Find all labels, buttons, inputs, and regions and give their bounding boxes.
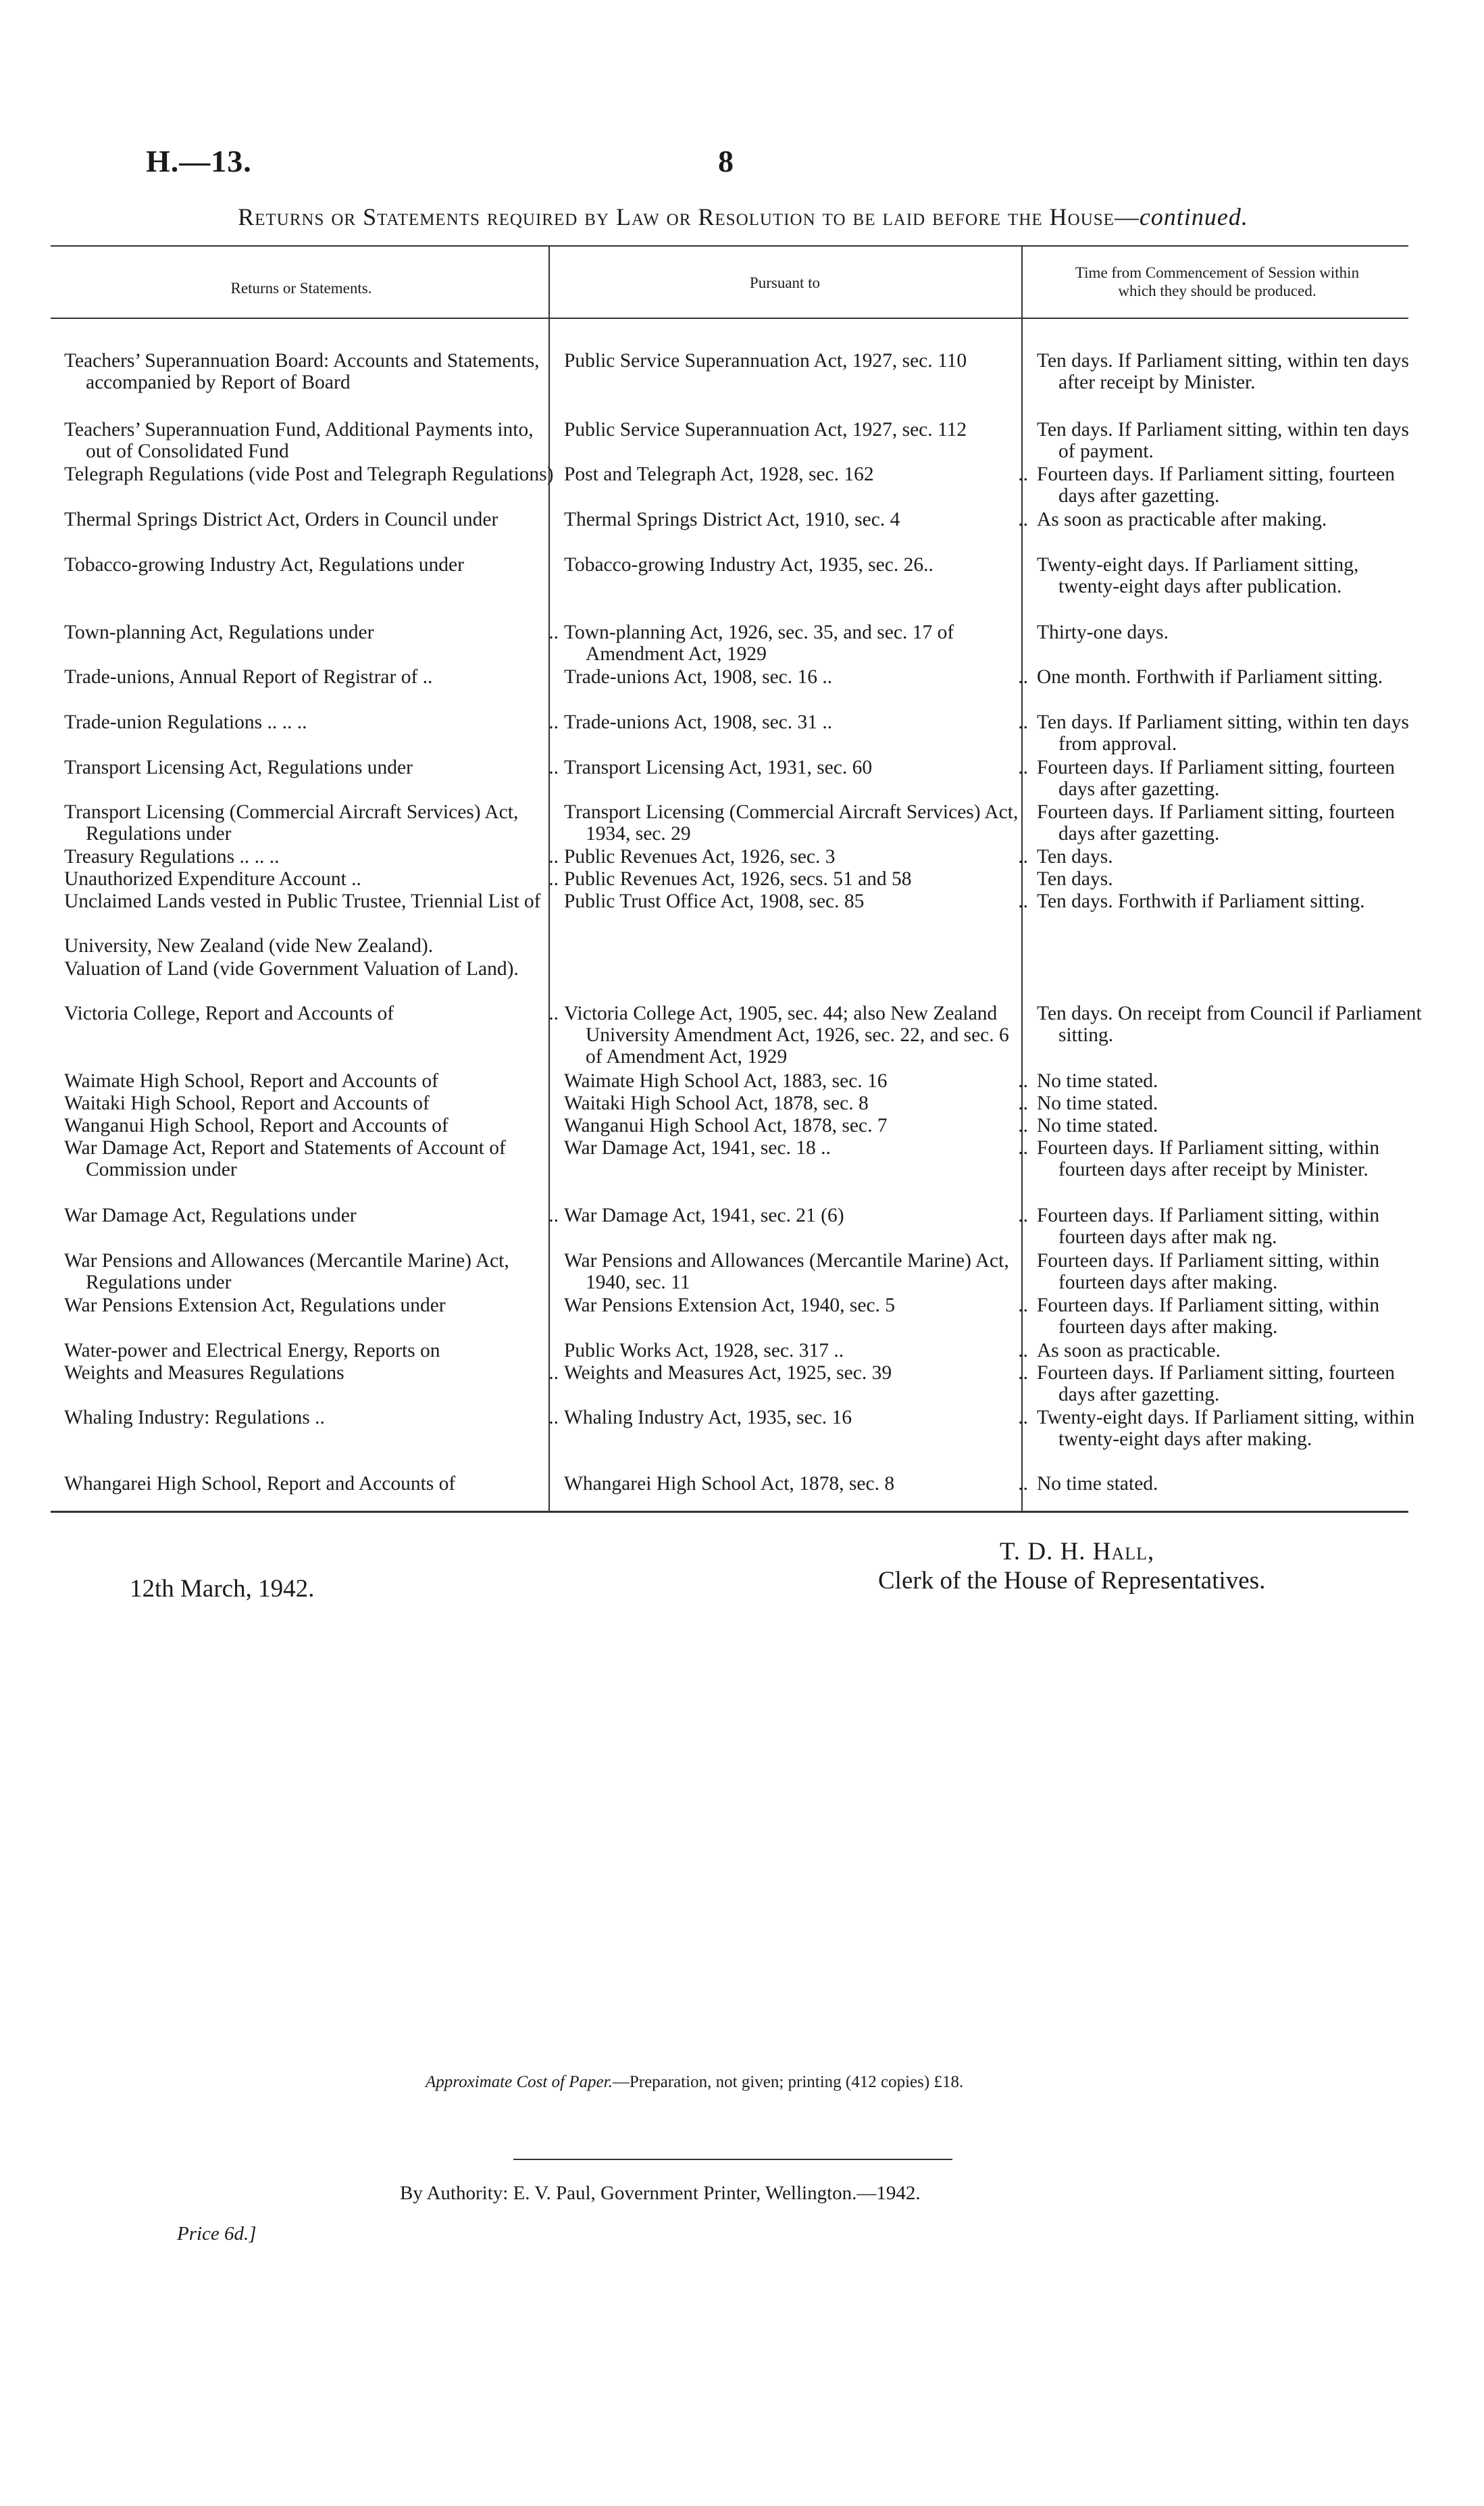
- cell-pursuant: [564, 509, 1028, 530]
- cell-time-text: Fourteen days. If Parliament sitting, fourteen days after gazetting.: [1037, 463, 1396, 507]
- cell-returns: [64, 1340, 559, 1361]
- cell-time-text: No time stated.: [1037, 1093, 1158, 1114]
- cell-time-text: Fourteen days. If Parliament sitting, within fourteen days after making.: [1037, 1250, 1380, 1293]
- page-number: 8: [718, 144, 734, 178]
- cell-pursuant-text: Trade-unions Act, 1908, sec. 31 ..: [564, 711, 833, 733]
- cell-returns-text: University, New Zealand (vide New Zealand).: [64, 935, 434, 957]
- cell-returns: [64, 1473, 559, 1495]
- cell-pursuant-text: War Pensions and Allowances (Mercantile Marine) Act, 1940, sec. 11: [564, 1250, 1009, 1293]
- cell-returns: [64, 846, 559, 868]
- cell-pursuant-text: Post and Telegraph Act, 1928, sec. 162: [564, 463, 874, 485]
- cell-pursuant: [564, 868, 1028, 890]
- cell-pursuant: [564, 1137, 1028, 1159]
- cell-time: [1037, 463, 1423, 507]
- leader-dots: ..: [548, 846, 559, 868]
- leader-dots: ..: [548, 711, 559, 733]
- cell-returns-text: Wanganui High School, Report and Accounts of: [64, 1115, 449, 1136]
- cell-pursuant-text: Thermal Springs District Act, 1910, sec. 4: [564, 509, 900, 530]
- leader-dots: ..: [1018, 757, 1028, 778]
- cell-returns: [64, 1137, 559, 1180]
- leader-dots: ..: [1018, 1407, 1028, 1428]
- cell-time: [1037, 711, 1423, 755]
- cell-time-text: Fourteen days. If Parliament sitting, fourteen days after gazetting.: [1037, 1362, 1396, 1405]
- cell-time-text: Twenty-eight days. If Parliament sitting, within twenty-eight days after making.: [1037, 1407, 1415, 1450]
- cell-pursuant: [564, 666, 1028, 688]
- cell-pursuant: [564, 711, 1028, 733]
- cell-returns: [64, 1407, 559, 1428]
- cell-returns: [64, 554, 559, 576]
- cell-returns-text: Telegraph Regulations (vide Post and Telegraph Regulations): [64, 463, 554, 485]
- cell-time: [1037, 868, 1423, 890]
- cell-returns-text: Whangarei High School, Report and Accounts of: [64, 1473, 456, 1495]
- cell-pursuant-text: Transport Licensing Act, 1931, sec. 60: [564, 757, 873, 778]
- cell-pursuant-text: Public Service Superannuation Act, 1927, sec. 112: [564, 419, 967, 441]
- leader-dots: ..: [548, 1407, 559, 1428]
- cell-pursuant-text: Whangarei High School Act, 1878, sec. 8: [564, 1473, 895, 1495]
- cell-returns-text: Treasury Regulations .. .. ..: [64, 846, 280, 868]
- cell-time-text: Fourteen days. If Parliament sitting, within fourteen days after making.: [1037, 1295, 1380, 1338]
- cell-returns-text: Unclaimed Lands vested in Public Trustee, Triennial List of: [64, 891, 541, 912]
- cell-returns: [64, 958, 559, 980]
- cell-pursuant: [564, 1093, 1028, 1114]
- cell-pursuant: [564, 1407, 1028, 1428]
- cell-pursuant: [564, 1250, 1028, 1293]
- table-top-rule: [51, 245, 1408, 247]
- cell-time: [1037, 1407, 1423, 1450]
- cell-returns: [64, 1003, 559, 1024]
- doc-id: H.—13.: [146, 144, 252, 178]
- cell-pursuant-text: Waitaki High School Act, 1878, sec. 8: [564, 1093, 869, 1114]
- leader-dots: ..: [1018, 1295, 1028, 1316]
- cell-returns: [64, 891, 559, 912]
- cell-time: [1037, 1115, 1423, 1136]
- cell-time: [1037, 622, 1423, 643]
- column-header-time: [1028, 264, 1406, 300]
- cell-time: [1037, 554, 1423, 597]
- leader-dots: ..: [1018, 891, 1028, 912]
- leader-dots: ..: [1018, 1093, 1028, 1114]
- cell-time-text: Ten days. On receipt from Council if Parliament sitting.: [1037, 1003, 1422, 1046]
- cell-pursuant: [564, 1205, 1028, 1226]
- cell-returns-text: War Damage Act, Regulations under: [64, 1205, 357, 1226]
- cell-returns-text: Teachers’ Superannuation Fund, Additional Payments into, out of Consolidated Fund: [64, 419, 534, 462]
- cell-pursuant: [564, 1340, 1028, 1361]
- cell-pursuant: [564, 622, 1028, 665]
- cell-returns: [64, 1295, 559, 1316]
- cell-pursuant: [564, 1070, 1028, 1092]
- cell-pursuant: [564, 801, 1028, 845]
- column-header-time-line1: Time from Commencement of Session within: [1075, 264, 1360, 281]
- cell-time: [1037, 1250, 1423, 1293]
- cell-returns-text: Transport Licensing Act, Regulations under: [64, 757, 413, 778]
- cell-returns-text: Teachers’ Superannuation Board: Accounts and Statements, accompanied by Report of Board: [64, 350, 540, 393]
- cell-time-text: No time stated.: [1037, 1070, 1158, 1092]
- cell-time: [1037, 1340, 1423, 1361]
- cell-returns-text: War Pensions and Allowances (Mercantile Marine) Act, Regulations under: [64, 1250, 509, 1293]
- price-line: Price 6d.]: [177, 2223, 257, 2245]
- cell-time: [1037, 891, 1423, 912]
- leader-dots: ..: [1018, 1205, 1028, 1226]
- cell-pursuant-text: Public Revenues Act, 1926, sec. 3: [564, 846, 836, 868]
- cell-time-text: One month. Forthwith if Parliament sitting.: [1037, 666, 1383, 688]
- cell-time: [1037, 1362, 1423, 1405]
- cell-returns: [64, 1250, 559, 1293]
- cell-returns-text: Trade-union Regulations .. .. ..: [64, 711, 307, 733]
- page-title: Returns or Statements required by Law or Resolution to be laid before the House—continued.: [238, 203, 1248, 230]
- cell-time-text: Fourteen days. If Parliament sitting, fourteen days after gazetting.: [1037, 757, 1396, 800]
- cell-time-text: Fourteen days. If Parliament sitting, fourteen days after gazetting.: [1037, 801, 1396, 845]
- cell-returns: [64, 1205, 559, 1226]
- column-header-time-line2: which they should be produced.: [1118, 282, 1316, 299]
- cell-pursuant-text: Whaling Industry Act, 1935, sec. 16: [564, 1407, 852, 1428]
- cell-returns: [64, 419, 559, 462]
- cell-time-text: Ten days.: [1037, 846, 1113, 868]
- cell-returns: [64, 622, 559, 643]
- leader-dots: ..: [1018, 846, 1028, 868]
- cell-pursuant-text: Tobacco-growing Industry Act, 1935, sec. 26..: [564, 554, 933, 576]
- cell-pursuant: [564, 1003, 1028, 1068]
- signature-name: T. D. H. Hall,: [1000, 1538, 1155, 1565]
- cell-time: [1037, 1137, 1423, 1180]
- cell-returns: [64, 801, 559, 845]
- cell-time: [1037, 1003, 1423, 1046]
- cell-pursuant: [564, 1115, 1028, 1136]
- cost-line: [426, 2073, 963, 2092]
- cell-pursuant-text: War Damage Act, 1941, sec. 18 ..: [564, 1137, 831, 1159]
- leader-dots: ..: [1018, 711, 1028, 733]
- cell-time-text: Ten days. Forthwith if Parliament sitting.: [1037, 891, 1365, 912]
- cell-returns-text: Tobacco-growing Industry Act, Regulations under: [64, 554, 464, 576]
- signature-date: 12th March, 1942.: [130, 1575, 315, 1603]
- column-header-returns: Returns or Statements.: [230, 280, 372, 297]
- table-header-rule: [51, 318, 1408, 319]
- cell-pursuant-text: Public Trust Office Act, 1908, sec. 85: [564, 891, 865, 912]
- cell-time: [1037, 509, 1423, 530]
- cell-time: [1037, 1070, 1423, 1092]
- cell-returns: [64, 350, 559, 393]
- cell-returns: [64, 1070, 559, 1092]
- leader-dots: ..: [1018, 666, 1028, 688]
- cell-returns: [64, 711, 559, 733]
- cell-returns-text: War Pensions Extension Act, Regulations under: [64, 1295, 446, 1316]
- cell-returns: [64, 509, 559, 530]
- leader-dots: ..: [1018, 1115, 1028, 1136]
- cell-pursuant-text: Weights and Measures Act, 1925, sec. 39: [564, 1362, 892, 1384]
- leader-dots: ..: [1018, 1362, 1028, 1384]
- cell-time-text: No time stated.: [1037, 1473, 1158, 1495]
- signature-title: Clerk of the House of Representatives.: [878, 1567, 1266, 1595]
- leader-dots: ..: [548, 1003, 559, 1024]
- leader-dots: ..: [548, 1362, 559, 1384]
- cell-pursuant-text: War Pensions Extension Act, 1940, sec. 5: [564, 1295, 896, 1316]
- cell-time-text: Thirty-one days.: [1037, 622, 1169, 643]
- cell-returns: [64, 757, 559, 778]
- cell-time: [1037, 1093, 1423, 1114]
- cell-time: [1037, 1295, 1423, 1338]
- cell-returns: [64, 1115, 559, 1136]
- cell-pursuant: [564, 419, 1028, 441]
- cell-pursuant: [564, 891, 1028, 912]
- cell-time-text: Fourteen days. If Parliament sitting, within fourteen days after receipt by Minister.: [1037, 1137, 1380, 1180]
- cell-time-text: As soon as practicable after making.: [1037, 509, 1327, 530]
- leader-dots: ..: [1018, 509, 1028, 530]
- cell-pursuant: [564, 463, 1028, 485]
- cell-time-text: Ten days. If Parliament sitting, within ten days from approval.: [1037, 711, 1409, 755]
- printer-line: By Authority: E. V. Paul, Government Printer, Wellington.—1942.: [400, 2182, 921, 2204]
- cell-returns: [64, 868, 559, 890]
- cell-returns-text: Waitaki High School, Report and Accounts of: [64, 1093, 430, 1114]
- leader-dots: ..: [1018, 1340, 1028, 1361]
- cell-returns-text: Weights and Measures Regulations: [64, 1362, 344, 1384]
- cell-pursuant: [564, 1473, 1028, 1495]
- cell-pursuant: [564, 757, 1028, 778]
- leader-dots: ..: [1018, 1070, 1028, 1092]
- cost-label: Approximate Cost of Paper.: [426, 2073, 613, 2091]
- cell-returns-text: Victoria College, Report and Accounts of: [64, 1003, 394, 1024]
- cell-returns-text: Town-planning Act, Regulations under: [64, 622, 374, 643]
- cell-time-text: No time stated.: [1037, 1115, 1158, 1136]
- leader-dots: ..: [548, 1205, 559, 1226]
- cell-returns-text: Waimate High School, Report and Accounts of: [64, 1070, 438, 1092]
- cell-returns: [64, 463, 559, 485]
- cell-time: [1037, 419, 1423, 462]
- cell-returns-text: Transport Licensing (Commercial Aircraft Services) Act, Regulations under: [64, 801, 519, 845]
- cell-pursuant-text: Public Service Superannuation Act, 1927, sec. 110: [564, 350, 967, 372]
- leader-dots: ..: [548, 868, 559, 890]
- cell-pursuant-text: Trade-unions Act, 1908, sec. 16 ..: [564, 666, 833, 688]
- cell-time-text: Twenty-eight days. If Parliament sitting, twenty-eight days after publication.: [1037, 554, 1359, 597]
- printer-rule: [513, 2159, 952, 2160]
- leader-dots: ..: [548, 757, 559, 778]
- cell-time-text: Fourteen days. If Parliament sitting, within fourteen days after mak ng.: [1037, 1205, 1380, 1248]
- cell-time-text: Ten days. If Parliament sitting, within ten days of payment.: [1037, 419, 1409, 462]
- cell-pursuant-text: War Damage Act, 1941, sec. 21 (6): [564, 1205, 844, 1226]
- leader-dots: ..: [1018, 463, 1028, 485]
- cell-pursuant: [564, 350, 1028, 372]
- cell-returns: [64, 1093, 559, 1114]
- cell-time: [1037, 1205, 1423, 1248]
- cell-pursuant-text: Public Works Act, 1928, sec. 317 ..: [564, 1340, 844, 1361]
- table-bottom-rule: [51, 1511, 1408, 1513]
- cell-pursuant-text: Town-planning Act, 1926, sec. 35, and sec. 17 of Amendment Act, 1929: [564, 622, 954, 665]
- cell-pursuant: [564, 554, 1028, 576]
- cell-pursuant-text: Victoria College Act, 1905, sec. 44; also New Zealand University Amendment Act, 1926, sec. 22, and sec. 6 of Amendment Act, 1929: [564, 1003, 1009, 1068]
- cell-time-text: Ten days.: [1037, 868, 1113, 890]
- cell-pursuant: [564, 846, 1028, 868]
- cell-pursuant: [564, 1362, 1028, 1384]
- cell-time: [1037, 1473, 1423, 1495]
- cost-text: —Preparation, not given; printing (412 copies) £18.: [612, 2073, 964, 2091]
- cell-time-text: As soon as practicable.: [1037, 1340, 1221, 1361]
- cell-pursuant-text: Wanganui High School Act, 1878, sec. 7: [564, 1115, 888, 1136]
- leader-dots: ..: [1018, 1473, 1028, 1495]
- cell-time: [1037, 757, 1423, 800]
- cell-returns-text: Unauthorized Expenditure Account ..: [64, 868, 361, 890]
- leader-dots: ..: [548, 622, 559, 643]
- cell-returns: [64, 935, 559, 957]
- cell-time: [1037, 846, 1423, 868]
- cell-time: [1037, 350, 1423, 393]
- cell-returns: [64, 666, 559, 688]
- cell-returns-text: Valuation of Land (vide Government Valuation of Land).: [64, 958, 519, 980]
- cell-time: [1037, 801, 1423, 845]
- cell-returns-text: Whaling Industry: Regulations ..: [64, 1407, 325, 1428]
- cell-returns-text: Thermal Springs District Act, Orders in Council under: [64, 509, 498, 530]
- cell-returns-text: Trade-unions, Annual Report of Registrar of ..: [64, 666, 433, 688]
- leader-dots: ..: [1018, 1137, 1028, 1159]
- column-header-pursuant: Pursuant to: [749, 274, 821, 291]
- cell-time-text: Ten days. If Parliament sitting, within ten days after receipt by Minister.: [1037, 350, 1409, 393]
- cell-pursuant-text: Waimate High School Act, 1883, sec. 16: [564, 1070, 888, 1092]
- cell-time: [1037, 666, 1423, 688]
- cell-returns: [64, 1362, 559, 1384]
- cell-returns-text: War Damage Act, Report and Statements of Account of Commission under: [64, 1137, 506, 1180]
- cell-returns-text: Water-power and Electrical Energy, Reports on: [64, 1340, 440, 1361]
- cell-pursuant: [564, 1295, 1028, 1316]
- cell-pursuant-text: Public Revenues Act, 1926, secs. 51 and 58: [564, 868, 912, 890]
- cell-pursuant-text: Transport Licensing (Commercial Aircraft Services) Act, 1934, sec. 29: [564, 801, 1019, 845]
